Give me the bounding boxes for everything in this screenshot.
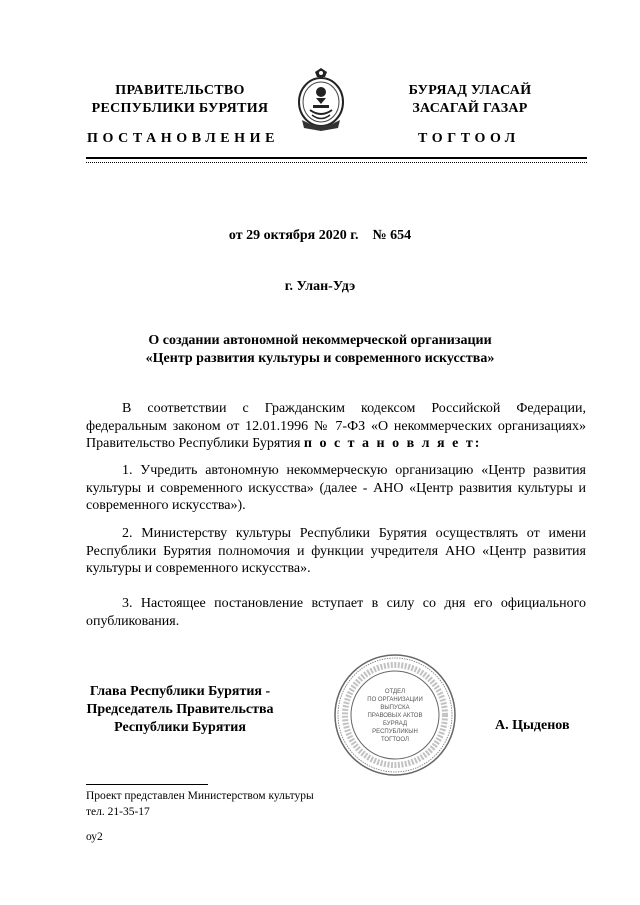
footer-code: оу2	[86, 831, 103, 843]
header-rule-thick	[86, 157, 587, 159]
document-title	[100, 332, 540, 368]
footer-line1: Проект представлен Министерством культуры	[86, 790, 314, 802]
clause-1: 1. Учредить автономную некоммерческую организацию «Центр развития культуры и современного искусства» (далее - АНО «Центр развития культуры и современного искусства»).	[86, 463, 586, 513]
government-name-buryat-line1: БУРЯАД УЛАСАЙ	[408, 83, 532, 98]
preamble-text: В соответствии с Гражданским кодексом Российской Федерации, федеральным законом от 12.01.1996 № 7-ФЗ «О некоммерческих организациях» Правительство Республики Бурятия	[86, 401, 586, 451]
preamble-paragraph	[86, 400, 586, 453]
government-name-line1: ПРАВИТЕЛЬСТВО	[115, 83, 245, 98]
doc-type-buryat: ТОГТООЛ	[418, 131, 520, 146]
stamp-line2: ПО ОРГАНИЗАЦИИ	[367, 697, 423, 703]
government-name-buryat-line2: ЗАСАГАЙ ГАЗАР	[412, 101, 528, 116]
title-line1: О создании автономной некоммерческой организации	[148, 333, 492, 348]
signatory-title	[70, 683, 290, 737]
stamp-line4: ПРАВОВЫХ АКТОВ	[367, 713, 423, 719]
stamp-line7: ТОГТООЛ	[381, 737, 409, 743]
footer-note	[86, 788, 314, 820]
footer-phone: тел. 21-35-17	[86, 806, 150, 818]
footer-rule	[86, 784, 208, 785]
clause-2: 2. Министерству культуры Республики Бурятия осуществлять от имени Республики Бурятия полномочия и функции учредителя АНО «Центр развития культуры и современного искусства».	[86, 526, 586, 576]
signatory-title-line2: Председатель Правительства	[86, 702, 274, 717]
government-name-russian	[70, 82, 290, 118]
clause-3: 3. Настоящее постановление вступает в силу со дня его официального опубликования.	[86, 596, 586, 629]
official-seal-stamp	[333, 653, 457, 777]
coat-of-arms-emblem	[296, 68, 346, 132]
stamp-line1: ОТДЕЛ	[384, 689, 406, 695]
signatory-name: А. Цыденов	[495, 718, 570, 733]
government-name-line2: РЕСПУБЛИКИ БУРЯТИЯ	[91, 101, 269, 116]
signatory-title-line1: Глава Республики Бурятия -	[89, 684, 271, 699]
date-and-number: от 29 октября 2020 г. № 654	[228, 228, 412, 243]
doc-type-russian: ПОСТАНОВЛЕНИЕ	[87, 131, 280, 146]
signatory-title-line3: Республики Бурятия	[114, 720, 246, 735]
stamp-line6: РЕСПУБЛИКЫН	[372, 729, 418, 735]
resolves-keyword: п о с т а н о в л я е т:	[303, 436, 482, 451]
stamp-line5: БУРЯАД	[382, 721, 408, 727]
government-name-buryat	[370, 82, 570, 118]
city: г. Улан-Удэ	[284, 279, 356, 294]
title-line2: «Центр развития культуры и современного искусства»	[145, 351, 495, 366]
stamp-line3: ВЫПУСКА	[380, 705, 410, 711]
header-rule-dotted	[86, 162, 587, 163]
